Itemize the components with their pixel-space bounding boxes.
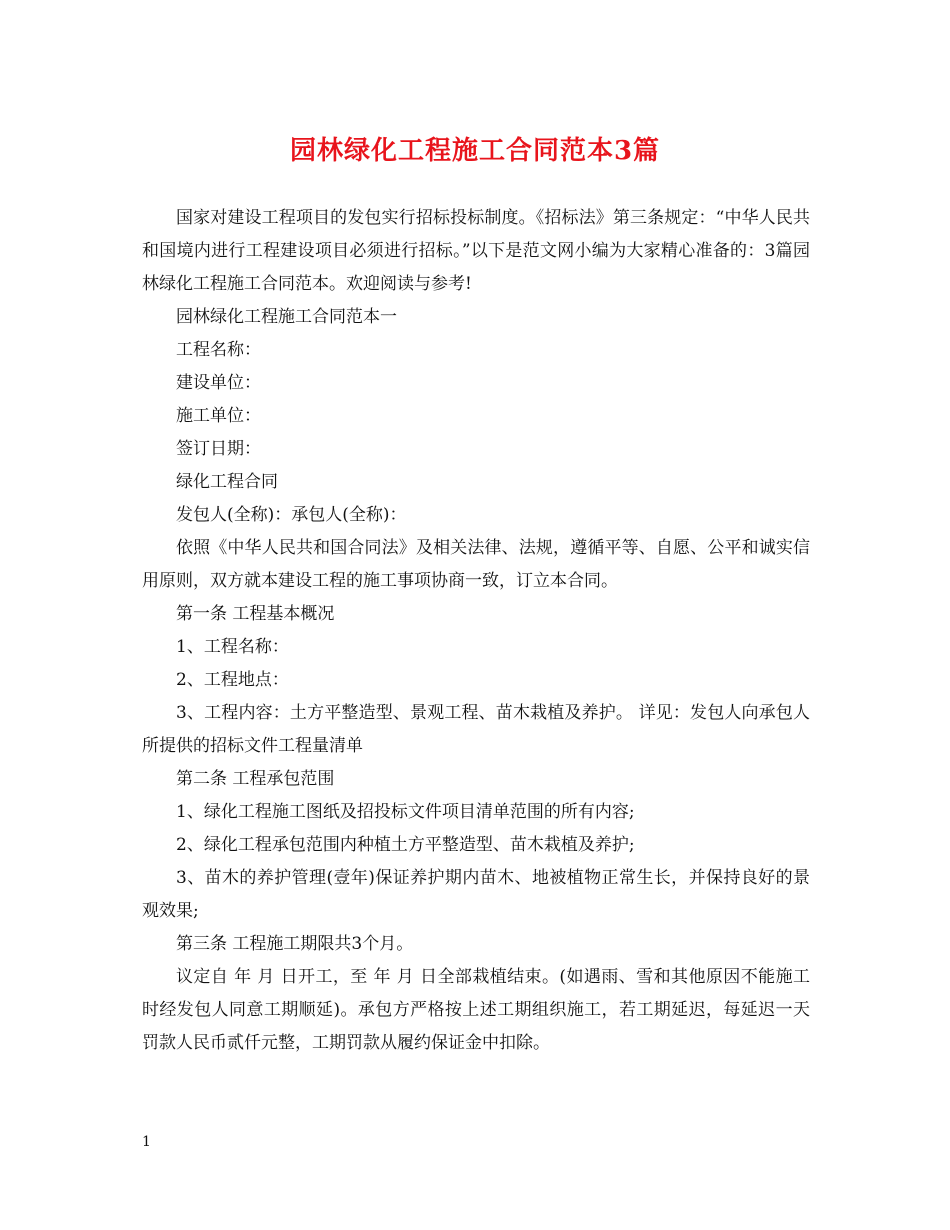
paragraph-project-name: 工程名称： (176, 340, 261, 360)
paragraph-contract-heading: 园林绿化工程施工合同范本一 (176, 307, 397, 327)
paragraph-contract-name: 绿化工程合同 (176, 472, 278, 492)
page-number: 1 (142, 1134, 151, 1150)
paragraph-scope-one: 1、绿化工程施工图纸及招投标文件项目清单范围的所有内容; (176, 802, 635, 822)
paragraph-item-project-content: 3、工程内容：土方平整造型、景观工程、苗木栽植及养护。 详见：发包人向承包人所提供的招标文件工程量清单 (142, 703, 810, 756)
paragraph-sign-date: 签订日期： (176, 439, 261, 459)
paragraph-intro: 国家对建设工程项目的发包实行招标投标制度。《招标法》第三条规定：“中华人民共和国境内进行工程建设项目必须进行招标。”以下是范文网小编为大家精心准备的：3篇园林绿化工程施工合同范本。欢迎阅读与参考! (142, 208, 810, 294)
document-body (142, 202, 810, 1060)
paragraph-scope-three: 3、苗木的养护管理(壹年)保证养护期内苗木、地被植物正常生长，并保持良好的景观效果; (142, 868, 810, 921)
paragraph-schedule: 议定自 年 月 日开工，至 年 月 日全部栽植结束。(如遇雨、雪和其他原因不能施工时经发包人同意工期顺延)。承包方严格按上述工期组织施工，若工期延迟，每延迟一天罚款人民币贰仟元整，工期罚款从履约保证金中扣除。 (142, 967, 810, 1053)
paragraph-parties: 发包人(全称)：承包人(全称)： (176, 505, 407, 525)
paragraph-construction-unit: 建设单位： (176, 373, 261, 393)
paragraph-legal-basis: 依照《中华人民共和国合同法》及相关法律、法规，遵循平等、自愿、公平和诚实信用原则，双方就本建设工程的施工事项协商一致，订立本合同。 (142, 538, 810, 591)
paragraph-item-project-name: 1、工程名称： (176, 637, 289, 657)
document-title: 园林绿化工程施工合同范本3篇 (289, 136, 661, 166)
paragraph-scope-two: 2、绿化工程承包范围内种植土方平整造型、苗木栽植及养护; (176, 835, 635, 855)
paragraph-contractor-unit: 施工单位： (176, 406, 261, 426)
paragraph-article-three: 第三条 工程施工期限共3个月。 (176, 934, 414, 954)
paragraph-article-one: 第一条 工程基本概况 (176, 604, 335, 624)
paragraph-item-project-location: 2、工程地点： (176, 670, 289, 690)
paragraph-article-two: 第二条 工程承包范围 (176, 769, 335, 789)
